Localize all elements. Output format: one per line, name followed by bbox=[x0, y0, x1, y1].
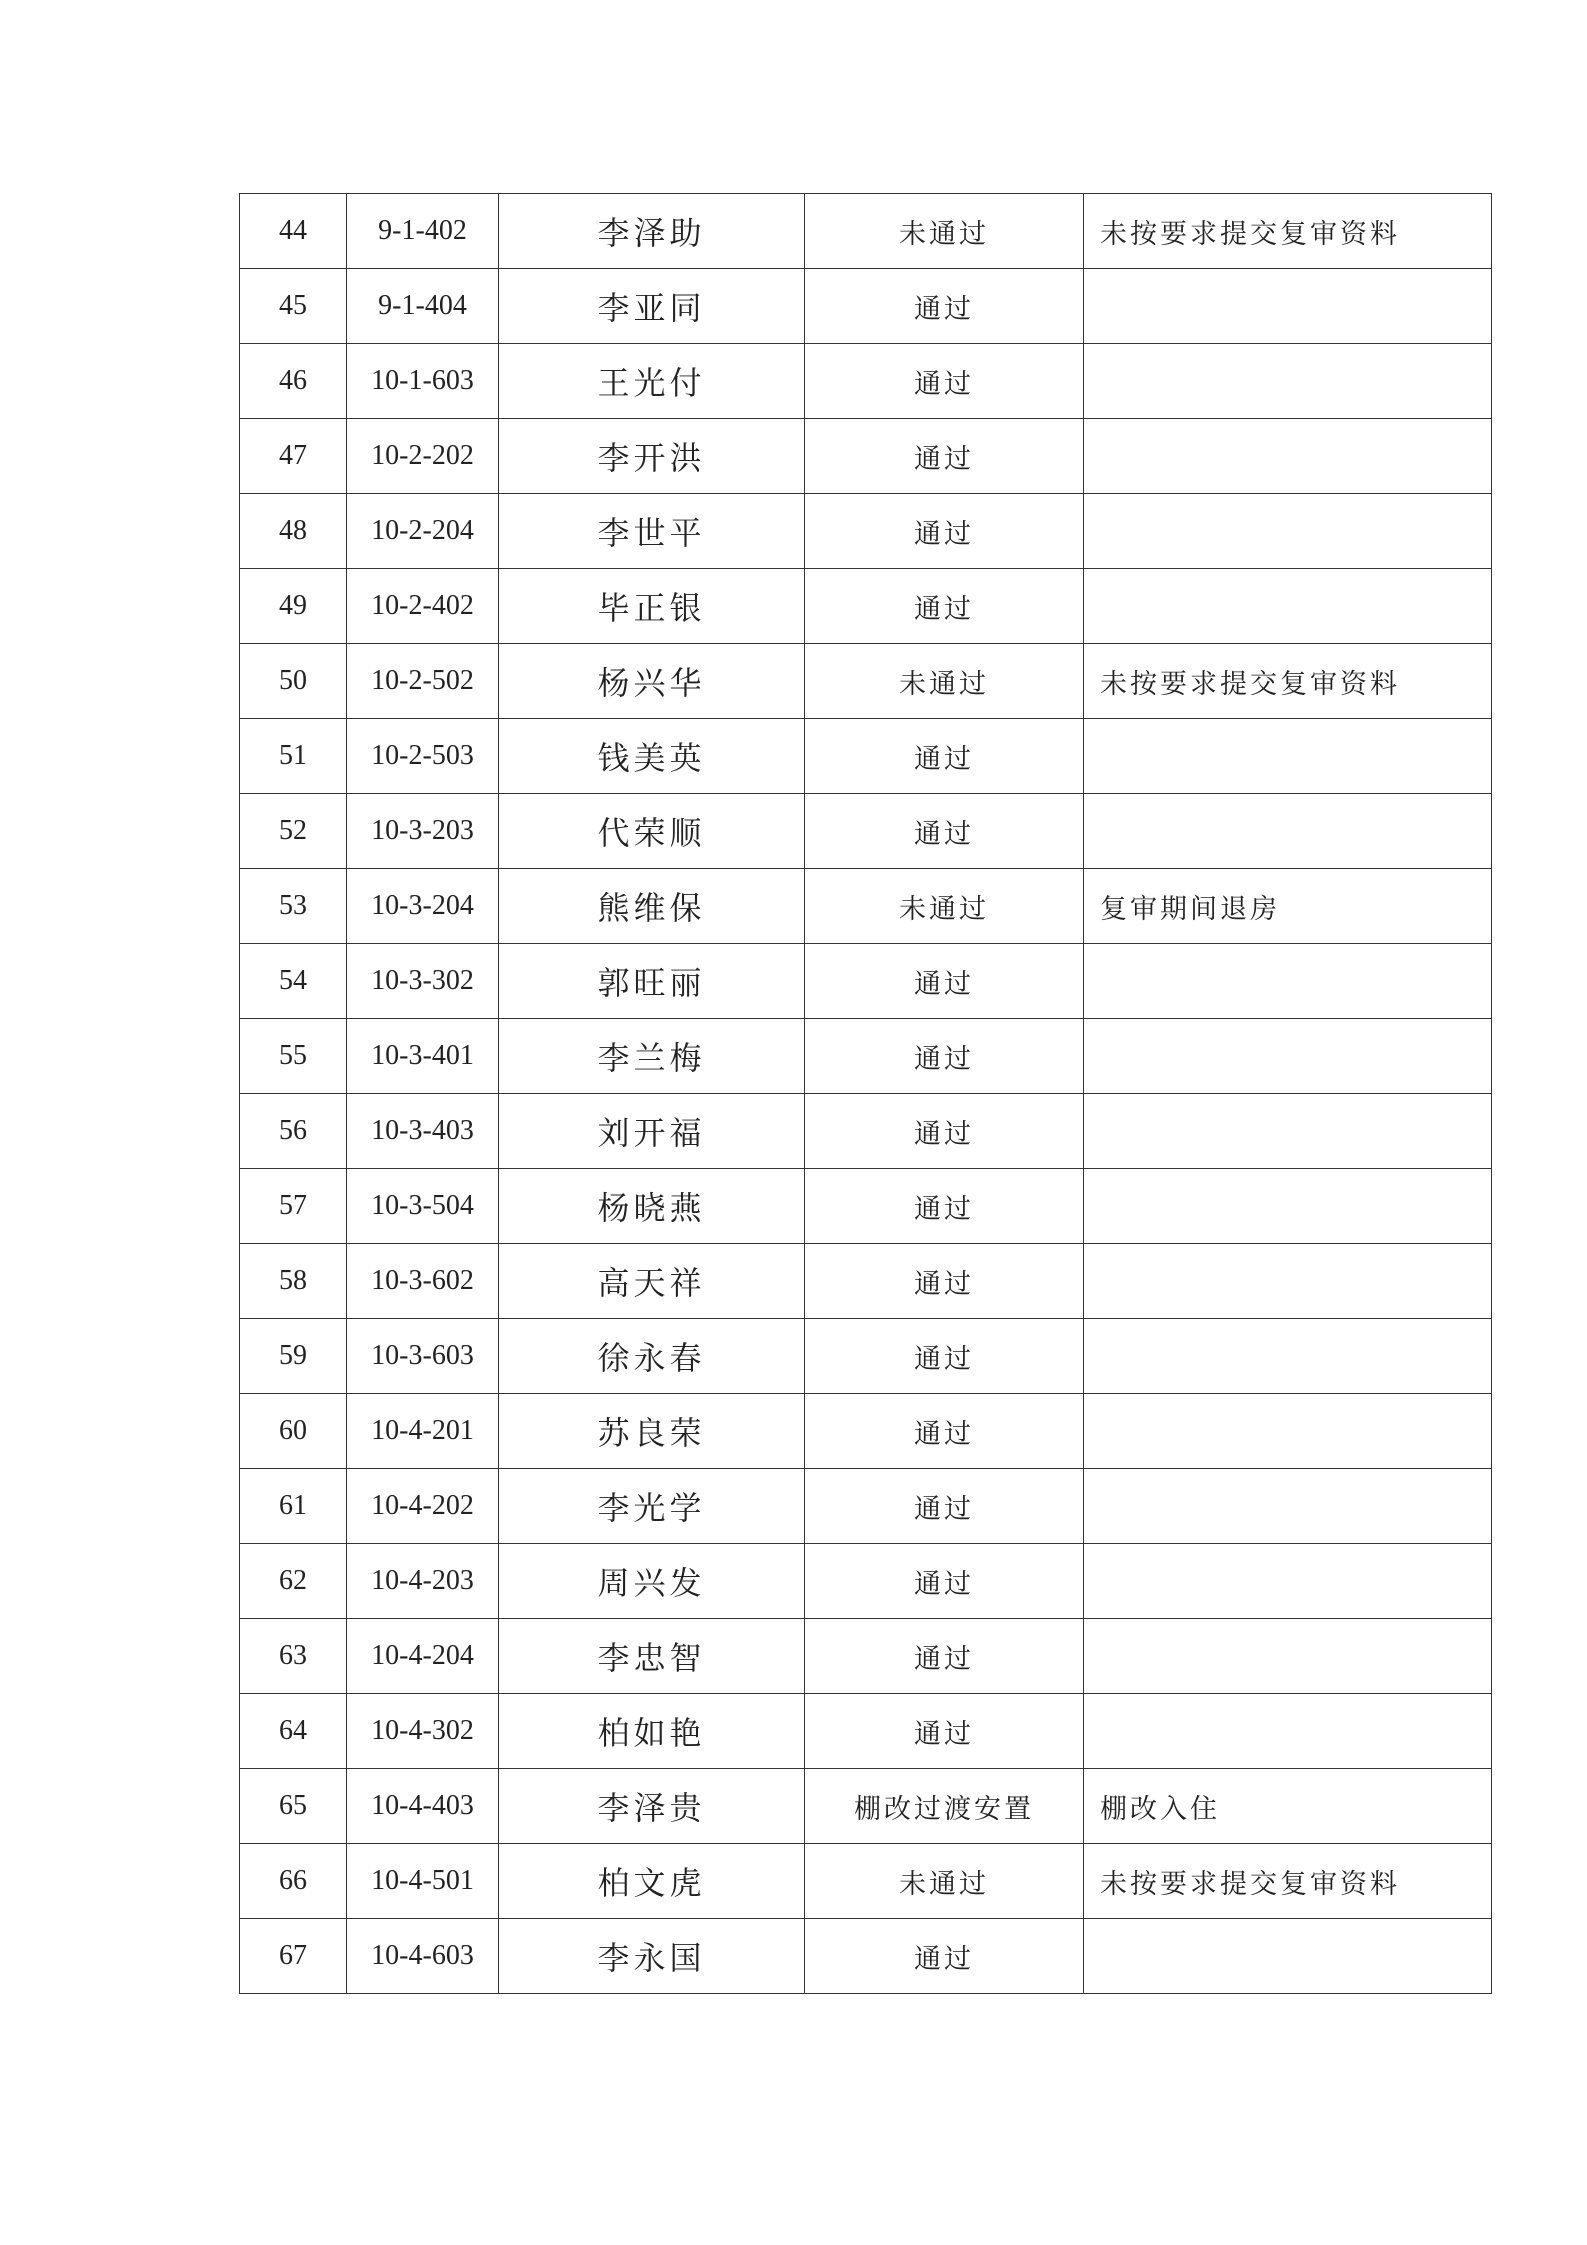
remark-cell: 未按要求提交复审资料 bbox=[1084, 644, 1492, 719]
row-number-cell: 67 bbox=[240, 1919, 347, 1994]
room-number-cell: 10-4-203 bbox=[347, 1544, 499, 1619]
resident-name-cell: 李亚同 bbox=[499, 269, 805, 344]
row-number-cell: 56 bbox=[240, 1094, 347, 1169]
remark-cell bbox=[1084, 269, 1492, 344]
resident-name-cell: 王光付 bbox=[499, 344, 805, 419]
row-number-cell: 66 bbox=[240, 1844, 347, 1919]
review-result-cell: 通过 bbox=[805, 1394, 1084, 1469]
review-result-cell: 通过 bbox=[805, 719, 1084, 794]
resident-name-cell: 刘开福 bbox=[499, 1094, 805, 1169]
table-row bbox=[240, 1244, 1492, 1319]
room-number-cell: 10-1-603 bbox=[347, 344, 499, 419]
resident-name-cell: 代荣顺 bbox=[499, 794, 805, 869]
resident-name-cell: 徐永春 bbox=[499, 1319, 805, 1394]
table-row bbox=[240, 794, 1492, 869]
room-number-cell: 10-4-202 bbox=[347, 1469, 499, 1544]
table-row bbox=[240, 569, 1492, 644]
review-result-cell: 通过 bbox=[805, 1094, 1084, 1169]
review-result-cell: 通过 bbox=[805, 1244, 1084, 1319]
remark-cell bbox=[1084, 1169, 1492, 1244]
resident-name-cell: 李光学 bbox=[499, 1469, 805, 1544]
resident-name-cell: 李泽贵 bbox=[499, 1769, 805, 1844]
resident-name-cell: 周兴发 bbox=[499, 1544, 805, 1619]
resident-name-cell: 李泽助 bbox=[499, 194, 805, 269]
row-number-cell: 46 bbox=[240, 344, 347, 419]
room-number-cell: 10-4-603 bbox=[347, 1919, 499, 1994]
review-result-cell: 通过 bbox=[805, 1544, 1084, 1619]
row-number-cell: 53 bbox=[240, 869, 347, 944]
room-number-cell: 10-4-403 bbox=[347, 1769, 499, 1844]
table-body bbox=[240, 194, 1492, 1994]
remark-cell bbox=[1084, 1469, 1492, 1544]
review-result-cell: 未通过 bbox=[805, 194, 1084, 269]
row-number-cell: 52 bbox=[240, 794, 347, 869]
row-number-cell: 45 bbox=[240, 269, 347, 344]
resident-name-cell: 杨晓燕 bbox=[499, 1169, 805, 1244]
review-result-cell: 通过 bbox=[805, 344, 1084, 419]
review-result-cell: 未通过 bbox=[805, 869, 1084, 944]
table-row bbox=[240, 1694, 1492, 1769]
remark-cell bbox=[1084, 419, 1492, 494]
table-row bbox=[240, 1844, 1492, 1919]
table-row bbox=[240, 344, 1492, 419]
review-result-cell: 通过 bbox=[805, 269, 1084, 344]
review-result-cell: 通过 bbox=[805, 1169, 1084, 1244]
remark-cell bbox=[1084, 494, 1492, 569]
room-number-cell: 10-4-204 bbox=[347, 1619, 499, 1694]
table-row bbox=[240, 644, 1492, 719]
review-result-cell: 通过 bbox=[805, 1319, 1084, 1394]
remark-cell bbox=[1084, 1094, 1492, 1169]
resident-name-cell: 李世平 bbox=[499, 494, 805, 569]
row-number-cell: 64 bbox=[240, 1694, 347, 1769]
room-number-cell: 10-4-302 bbox=[347, 1694, 499, 1769]
room-number-cell: 10-2-502 bbox=[347, 644, 499, 719]
row-number-cell: 65 bbox=[240, 1769, 347, 1844]
remark-cell bbox=[1084, 1694, 1492, 1769]
row-number-cell: 59 bbox=[240, 1319, 347, 1394]
room-number-cell: 10-2-503 bbox=[347, 719, 499, 794]
remark-cell bbox=[1084, 1394, 1492, 1469]
resident-name-cell: 钱美英 bbox=[499, 719, 805, 794]
table-row bbox=[240, 1919, 1492, 1994]
resident-name-cell: 李忠智 bbox=[499, 1619, 805, 1694]
table-row bbox=[240, 494, 1492, 569]
row-number-cell: 50 bbox=[240, 644, 347, 719]
row-number-cell: 57 bbox=[240, 1169, 347, 1244]
resident-name-cell: 柏如艳 bbox=[499, 1694, 805, 1769]
remark-cell: 未按要求提交复审资料 bbox=[1084, 194, 1492, 269]
table-row bbox=[240, 1619, 1492, 1694]
remark-cell bbox=[1084, 1544, 1492, 1619]
table-row bbox=[240, 944, 1492, 1019]
row-number-cell: 61 bbox=[240, 1469, 347, 1544]
room-number-cell: 10-4-501 bbox=[347, 1844, 499, 1919]
room-number-cell: 10-2-402 bbox=[347, 569, 499, 644]
review-results-table bbox=[239, 193, 1492, 1994]
table-row bbox=[240, 1469, 1492, 1544]
table-row bbox=[240, 1394, 1492, 1469]
row-number-cell: 51 bbox=[240, 719, 347, 794]
review-result-cell: 通过 bbox=[805, 494, 1084, 569]
resident-name-cell: 高天祥 bbox=[499, 1244, 805, 1319]
table-row bbox=[240, 194, 1492, 269]
resident-name-cell: 柏文虎 bbox=[499, 1844, 805, 1919]
table-row bbox=[240, 1769, 1492, 1844]
remark-cell: 未按要求提交复审资料 bbox=[1084, 1844, 1492, 1919]
room-number-cell: 10-2-204 bbox=[347, 494, 499, 569]
room-number-cell: 9-1-402 bbox=[347, 194, 499, 269]
row-number-cell: 63 bbox=[240, 1619, 347, 1694]
room-number-cell: 10-3-401 bbox=[347, 1019, 499, 1094]
remark-cell bbox=[1084, 1319, 1492, 1394]
remark-cell: 棚改入住 bbox=[1084, 1769, 1492, 1844]
resident-name-cell: 毕正银 bbox=[499, 569, 805, 644]
row-number-cell: 44 bbox=[240, 194, 347, 269]
review-result-cell: 通过 bbox=[805, 1919, 1084, 1994]
row-number-cell: 47 bbox=[240, 419, 347, 494]
row-number-cell: 62 bbox=[240, 1544, 347, 1619]
review-result-cell: 通过 bbox=[805, 419, 1084, 494]
table-row bbox=[240, 1319, 1492, 1394]
row-number-cell: 49 bbox=[240, 569, 347, 644]
room-number-cell: 10-3-203 bbox=[347, 794, 499, 869]
resident-name-cell: 李开洪 bbox=[499, 419, 805, 494]
review-result-cell: 通过 bbox=[805, 1469, 1084, 1544]
table-row bbox=[240, 719, 1492, 794]
review-result-cell: 通过 bbox=[805, 1694, 1084, 1769]
table-row bbox=[240, 869, 1492, 944]
review-result-cell: 未通过 bbox=[805, 644, 1084, 719]
room-number-cell: 10-3-204 bbox=[347, 869, 499, 944]
room-number-cell: 10-3-504 bbox=[347, 1169, 499, 1244]
remark-cell bbox=[1084, 569, 1492, 644]
resident-name-cell: 李兰梅 bbox=[499, 1019, 805, 1094]
remark-cell bbox=[1084, 1619, 1492, 1694]
resident-name-cell: 郭旺丽 bbox=[499, 944, 805, 1019]
row-number-cell: 54 bbox=[240, 944, 347, 1019]
resident-name-cell: 苏良荣 bbox=[499, 1394, 805, 1469]
row-number-cell: 58 bbox=[240, 1244, 347, 1319]
table-row bbox=[240, 1544, 1492, 1619]
row-number-cell: 60 bbox=[240, 1394, 347, 1469]
review-result-cell: 未通过 bbox=[805, 1844, 1084, 1919]
table-row bbox=[240, 419, 1492, 494]
remark-cell bbox=[1084, 1019, 1492, 1094]
room-number-cell: 10-2-202 bbox=[347, 419, 499, 494]
resident-name-cell: 李永国 bbox=[499, 1919, 805, 1994]
room-number-cell: 9-1-404 bbox=[347, 269, 499, 344]
remark-cell: 复审期间退房 bbox=[1084, 869, 1492, 944]
table-row bbox=[240, 1094, 1492, 1169]
row-number-cell: 55 bbox=[240, 1019, 347, 1094]
review-result-cell: 通过 bbox=[805, 1619, 1084, 1694]
review-result-cell: 通过 bbox=[805, 1019, 1084, 1094]
room-number-cell: 10-3-302 bbox=[347, 944, 499, 1019]
room-number-cell: 10-3-603 bbox=[347, 1319, 499, 1394]
review-result-cell: 通过 bbox=[805, 794, 1084, 869]
remark-cell bbox=[1084, 794, 1492, 869]
remark-cell bbox=[1084, 1244, 1492, 1319]
remark-cell bbox=[1084, 719, 1492, 794]
resident-name-cell: 熊维保 bbox=[499, 869, 805, 944]
room-number-cell: 10-3-602 bbox=[347, 1244, 499, 1319]
review-result-cell: 棚改过渡安置 bbox=[805, 1769, 1084, 1844]
resident-name-cell: 杨兴华 bbox=[499, 644, 805, 719]
table-row bbox=[240, 269, 1492, 344]
remark-cell bbox=[1084, 344, 1492, 419]
table-row bbox=[240, 1169, 1492, 1244]
remark-cell bbox=[1084, 1919, 1492, 1994]
review-result-cell: 通过 bbox=[805, 569, 1084, 644]
room-number-cell: 10-3-403 bbox=[347, 1094, 499, 1169]
review-result-cell: 通过 bbox=[805, 944, 1084, 1019]
table-row bbox=[240, 1019, 1492, 1094]
row-number-cell: 48 bbox=[240, 494, 347, 569]
remark-cell bbox=[1084, 944, 1492, 1019]
room-number-cell: 10-4-201 bbox=[347, 1394, 499, 1469]
